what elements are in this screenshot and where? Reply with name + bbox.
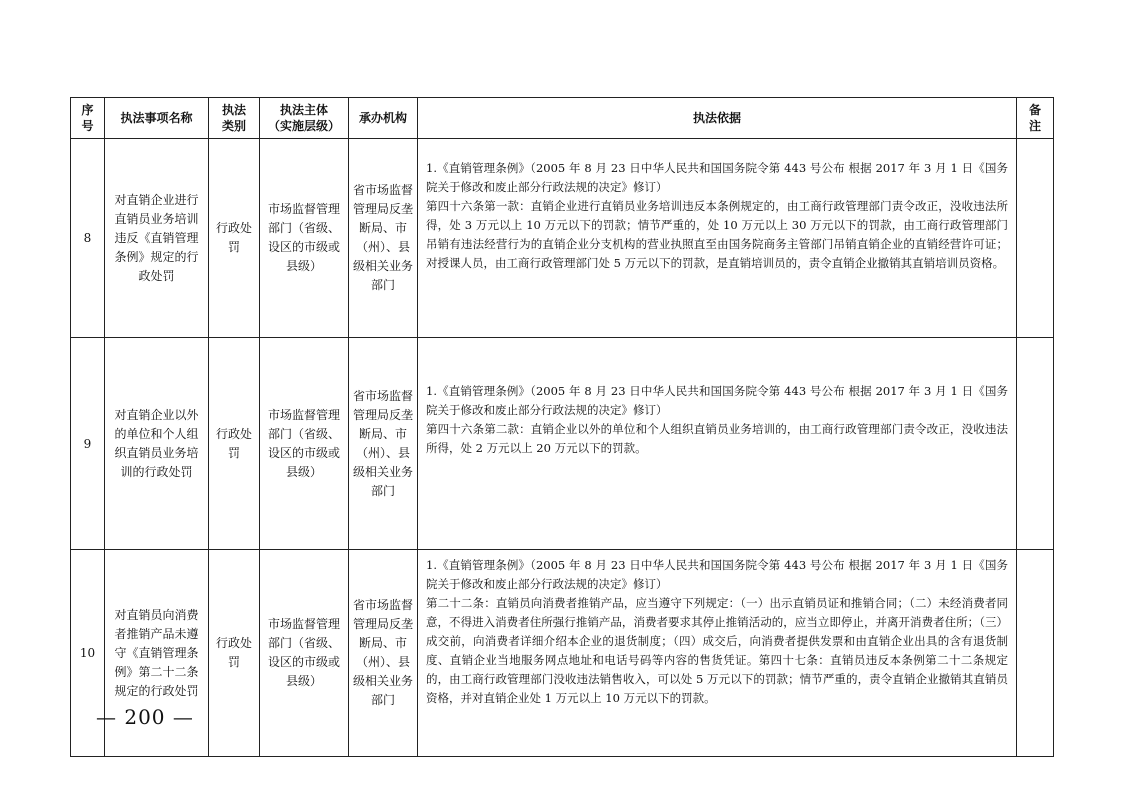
item-name: 对直销企业以外的单位和个人组织直销员业务培训的行政处罚 [105, 338, 209, 550]
item-category: 行政处罚 [209, 338, 260, 550]
header-subject-sub: （实施层级） [267, 119, 340, 133]
row-number: 10 [71, 550, 105, 757]
item-category: 行政处罚 [209, 550, 260, 757]
item-name: 对直销企业进行直销员业务培训违反《直销管理条例》规定的行政处罚 [105, 139, 209, 338]
item-basis [418, 550, 1017, 757]
header-remark: 备注 [1017, 98, 1054, 139]
header-name: 执法事项名称 [105, 98, 209, 139]
basis-article: 第四十六条第二款：直销企业以外的单位和个人组织直销员业务培训的，由工商行政管理部门责令改正，没收违法所得，处 2 万元以上 20 万元以下的罚款。 [426, 422, 1008, 455]
item-basis [418, 139, 1017, 338]
item-category: 行政处罚 [209, 139, 260, 338]
header-basis: 执法依据 [418, 98, 1017, 139]
header-subject [260, 98, 349, 139]
header-category: 执法类别 [209, 98, 260, 139]
item-subject: 市场监督管理部门（省级、设区的市级或县级） [260, 550, 349, 757]
item-org: 省市场监督管理局反垄断局、市（州）、县级相关业务部门 [349, 550, 418, 757]
item-subject: 市场监督管理部门（省级、设区的市级或县级） [260, 139, 349, 338]
row-number: 8 [71, 139, 105, 338]
item-subject: 市场监督管理部门（省级、设区的市级或县级） [260, 338, 349, 550]
item-remark [1017, 550, 1054, 757]
header-num: 序号 [71, 98, 105, 139]
page-number: — 200 — [96, 705, 194, 729]
item-name: 对直销员向消费者推销产品未遵守《直销管理条例》第二十二条规定的行政处罚 [105, 550, 209, 757]
basis-source: 1.《直销管理条例》（2005 年 8 月 23 日中华人民共和国国务院令第 443 号公布 根据 2017 年 3 月 1 日《国务院关于修改和废止部分行政法规的决定》修订） [426, 161, 1008, 194]
table-header-row [71, 98, 1054, 139]
item-remark [1017, 338, 1054, 550]
item-org: 省市场监督管理局反垄断局、市（州）、县级相关业务部门 [349, 139, 418, 338]
table-row [71, 139, 1054, 338]
item-basis [418, 338, 1017, 550]
enforcement-table [70, 97, 1054, 757]
table-row [71, 338, 1054, 550]
header-subject-main: 执法主体 [279, 103, 328, 117]
item-remark [1017, 139, 1054, 338]
item-org: 省市场监督管理局反垄断局、市（州）、县级相关业务部门 [349, 338, 418, 550]
basis-source: 1.《直销管理条例》（2005 年 8 月 23 日中华人民共和国国务院令第 443 号公布 根据 2017 年 3 月 1 日《国务院关于修改和废止部分行政法规的决定》修订） [426, 558, 1008, 591]
table-row [71, 550, 1054, 757]
row-number: 9 [71, 338, 105, 550]
basis-article: 第四十六条第一款：直销企业进行直销员业务培训违反本条例规定的，由工商行政管理部门责令改正，没收违法所得，处 3 万元以上 10 万元以下的罚款；情节严重的，处 10 万元以上 30 万元以下的罚款，由工商行政管理部门吊销有违法经营行为的直销企业分支机构的营业执照直至由国务院商务主管部门吊销直销企业的直销经营许可证；对授课人员，由工商行政管理部门处 5 万元以下的罚款，是直销培训员的，责令直销企业撤销其直销培训员资格。 [426, 199, 1008, 270]
header-org: 承办机构 [349, 98, 418, 139]
basis-source: 1.《直销管理条例》（2005 年 8 月 23 日中华人民共和国国务院令第 443 号公布 根据 2017 年 3 月 1 日《国务院关于修改和废止部分行政法规的决定》修订） [426, 384, 1008, 417]
basis-article: 第二十二条：直销员向消费者推销产品，应当遵守下列规定：（一）出示直销员证和推销合同；（二）未经消费者同意，不得进入消费者住所强行推销产品，消费者要求其停止推销活动的，应当立即停止，并离开消费者住所；（三）成交前，向消费者详细介绍本企业的退货制度；（四）成交后，向消费者提供发票和由直销企业出具的含有退货制度、直销企业当地服务网点地址和电话号码等内容的售货凭证。第四十七条：直销员违反本条例第二十二条规定的，由工商行政管理部门没收违法销售收入，可以处 5 万元以下的罚款；情节严重的，责令直销企业撤销其直销员资格，并对直销企业处 1 万元以上 10 万元以下的罚款。 [426, 596, 1008, 705]
